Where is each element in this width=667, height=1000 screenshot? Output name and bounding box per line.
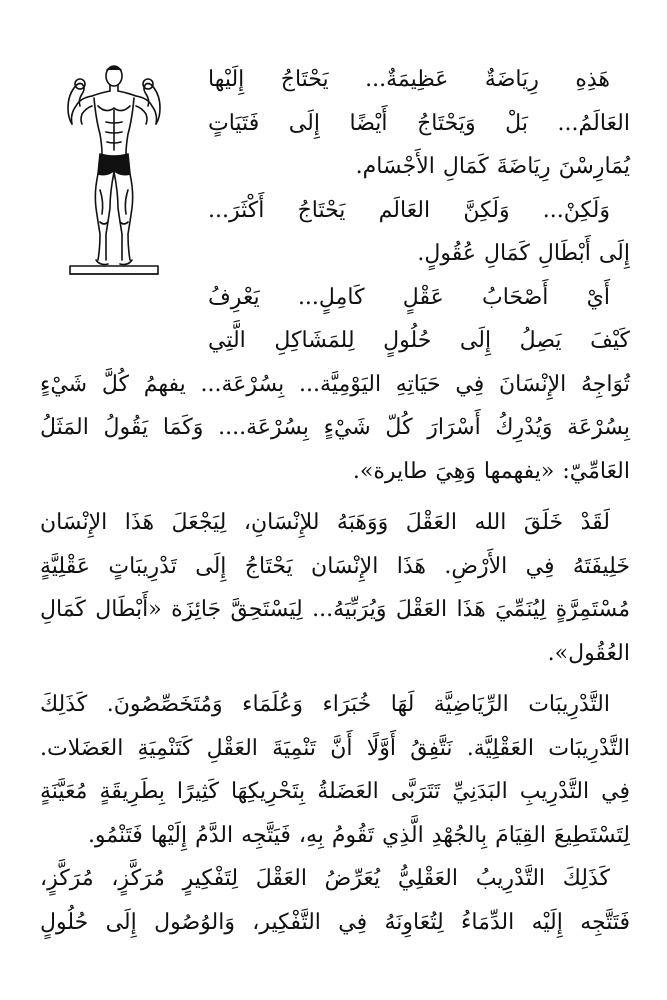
text-line: التَّدْرِيبَات العَقْلِيَّة. نَتَّفِقُ أَوَّلًا أَنَّ تَنْمِيَةَ العَقْلِ كَتَنْمِيَةِ العَضَلات.: [40, 735, 630, 761]
text-line: تُوَاجِهُ الإِنْسَانَ فِي حَيَاتِهِ اليَوْمِيَّة... بِسُرْعَة... يفهمُ كُلَّ شَيْءٍ: [40, 371, 630, 397]
text-line: فَتَتَّجِه إِلَيْه الدِّمَاءُ لِتُعَاوِنَهُ فِي التَّفْكِير، وَالوُصُول إِلَى حُلُولٍ: [40, 909, 630, 935]
paragraph-5: [40, 683, 630, 857]
text-line: وَلَكِنْ... وَلَكِنَّ العَالَم يَحْتَاجُ أَكْثَرَ...: [208, 197, 610, 223]
text-line: أَيْ أَصْحَابُ عَقْلٍ كَامِلٍ... يَعْرِفُ: [208, 284, 610, 310]
text-line: لَقَدْ خَلَقَ الله العَقْلَ وَوَهَبَهُ للإِنْسَانِ، لِيَجْعَلَ هَذَا الإِنْسَان: [40, 510, 610, 535]
text-line: بِسُرْعَة وَيُدْرِكُ أَسْرَارَ كُلّ شَيْءٍ بِسُرْعَة.... وَكَمَا يَقُولُ المَثَلُ: [40, 415, 630, 440]
text-line: هَذِهِ رِيَاضَةٌ عَظِيمَةٌ... يَحْتَاجُ إِلَيْها: [208, 67, 610, 92]
text-line: إِلَى أَبْطَالِ كَمَالِ عُقُولٍ.: [417, 241, 630, 266]
paragraph-2: [40, 189, 630, 276]
text-line: مُسْتَمِرَّةٍ لِيُنَمِّيَ هَذَا العَقْلَ وَيُرَبِّيَهُ... لِيَسْتَحِقَّ جَائِزَة «أَبْطَال كَمَالِ: [40, 597, 630, 622]
paragraph-1: [40, 58, 630, 189]
text-line: العُقُول».: [547, 640, 630, 666]
paragraph-4: [40, 501, 630, 675]
document-page: [40, 58, 630, 988]
text-line: خَلِيفَتَهُ فِي الأَرْضِ. هَذَا الإِنْسَان يَحْتَاجُ إِلَى تَدْرِيبَاتٍ عَقْلِيَّةٍ: [40, 553, 630, 579]
text-line: العَالَمُ... بَلْ وَيَحْتَاجُ أَيْضًا إِلَى فَتَيَاتٍ: [208, 110, 630, 136]
text-line: كَذَلِكَ التَّدْرِيبُ العَقْلِيُّ يُعَرِّضُ العَقْلَ لِتَفْكِيرٍ مُرَكَّزٍ، مُرَكَّزٍ،: [40, 866, 610, 891]
text-line: فِي التَّدْرِيبِ البَدَنِيِّ تَتَرَبَّى العَضَلةُ بِتَحْرِيكِهَا كَثِيرًا بِطَرِيقَةٍ مُعَيَّنَةٍ: [40, 779, 630, 804]
text-line: كَيْفَ يَصِلُ إِلَى حُلُولٍ لِلمَشَاكِلِ الَّتِي: [208, 328, 630, 353]
text-line: العَامِّيّ: «يفهمها وَهِيَ طايرة».: [352, 458, 630, 484]
text-line: التَّدْرِيبَات الرِّيَاضِيَّة لَهَا خُبَرَاء وَعُلَمَاء وَمُتَخَصِّصُونَ. كَذَلِكَ: [40, 692, 610, 717]
text-line: لِتَسْتَطِيعَ القِيَامَ بِالجُهْدِ الَّذِي تَقُومُ بِهِ، فَيَتَّجِه الدَّمُ إِلَيْها فَتَنْمُو.: [87, 822, 630, 848]
paragraph-6: [40, 857, 630, 944]
paragraph-3: [40, 276, 630, 494]
text-line: يُمَارِسْنَ رِيَاضَةَ كَمَالِ الأَجْسَام.: [355, 154, 630, 179]
